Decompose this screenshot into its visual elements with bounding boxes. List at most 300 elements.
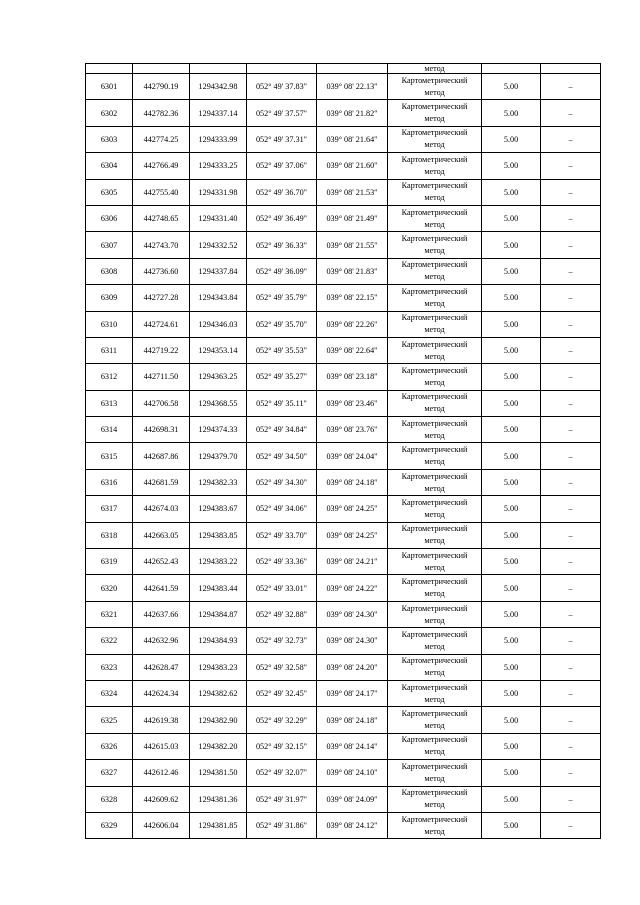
point-number-cell: 6319 <box>86 549 133 575</box>
latitude-cell: 052° 49' 35.53" <box>247 337 317 363</box>
latitude-cell: 052° 49' 36.33" <box>247 232 317 258</box>
accuracy-cell: 5.00 <box>482 812 541 838</box>
table-row <box>86 311 601 337</box>
note-cell: – <box>541 707 601 733</box>
x-coordinate-cell: 442609.62 <box>133 786 190 812</box>
table-row <box>86 812 601 838</box>
point-number-cell: 6320 <box>86 575 133 601</box>
y-coordinate-cell: 1294384.87 <box>190 601 247 627</box>
point-number-cell: 6317 <box>86 496 133 522</box>
method-line-1: Картометрический <box>401 418 468 428</box>
x-coordinate-cell: 442743.70 <box>133 232 190 258</box>
accuracy-cell: 5.00 <box>482 680 541 706</box>
method-line-2: метод <box>424 641 445 651</box>
y-coordinate-cell: 1294382.20 <box>190 733 247 759</box>
method-line-2: метод <box>424 430 445 440</box>
method-line-2: метод <box>424 219 445 229</box>
note-cell: – <box>541 232 601 258</box>
longitude-cell: 039° 08' 24.25" <box>317 522 388 548</box>
method-cell <box>388 74 482 100</box>
continuation-cell <box>86 64 133 74</box>
method-line-1: Картометрический <box>401 445 468 455</box>
method-cell <box>388 786 482 812</box>
method-line-1: Картометрический <box>401 471 468 481</box>
latitude-cell: 052° 49' 32.58" <box>247 654 317 680</box>
note-cell: – <box>541 680 601 706</box>
longitude-cell: 039° 08' 23.18" <box>317 364 388 390</box>
latitude-cell: 052° 49' 37.31" <box>247 126 317 152</box>
method-line-1: Картометрический <box>401 286 468 296</box>
accuracy-cell: 5.00 <box>482 285 541 311</box>
y-coordinate-cell: 1294383.22 <box>190 549 247 575</box>
latitude-cell: 052° 49' 35.79" <box>247 285 317 311</box>
longitude-cell: 039° 08' 24.18" <box>317 707 388 733</box>
method-line-2: метод <box>424 114 445 124</box>
method-cell <box>388 337 482 363</box>
x-coordinate-cell: 442698.31 <box>133 417 190 443</box>
point-number-cell: 6318 <box>86 522 133 548</box>
point-number-cell: 6303 <box>86 126 133 152</box>
latitude-cell: 052° 49' 31.86" <box>247 812 317 838</box>
x-coordinate-cell: 442774.25 <box>133 126 190 152</box>
table-row <box>86 654 601 680</box>
table-row <box>86 733 601 759</box>
table-row <box>86 522 601 548</box>
method-line-2: метод <box>424 509 445 519</box>
longitude-cell: 039° 08' 23.46" <box>317 390 388 416</box>
method-cell <box>388 707 482 733</box>
note-cell: – <box>541 760 601 786</box>
continuation-cell <box>482 64 541 74</box>
table-row <box>86 575 601 601</box>
x-coordinate-cell: 442711.50 <box>133 364 190 390</box>
method-line-2: метод <box>424 773 445 783</box>
method-line-1: Картометрический <box>401 709 468 719</box>
note-cell: – <box>541 549 601 575</box>
note-cell: – <box>541 575 601 601</box>
method-line-2: метод <box>424 826 445 836</box>
continuation-cell <box>190 64 247 74</box>
longitude-cell: 039° 08' 21.60" <box>317 153 388 179</box>
accuracy-cell: 5.00 <box>482 628 541 654</box>
y-coordinate-cell: 1294331.98 <box>190 179 247 205</box>
longitude-cell: 039° 08' 24.25" <box>317 496 388 522</box>
method-line-2: метод <box>424 483 445 493</box>
note-cell: – <box>541 205 601 231</box>
method-cell <box>388 390 482 416</box>
table-row <box>86 417 601 443</box>
table-row <box>86 680 601 706</box>
y-coordinate-cell: 1294368.55 <box>190 390 247 416</box>
method-cell <box>388 760 482 786</box>
accuracy-cell: 5.00 <box>482 575 541 601</box>
longitude-cell: 039° 08' 21.64" <box>317 126 388 152</box>
point-number-cell: 6313 <box>86 390 133 416</box>
method-line-2: метод <box>424 377 445 387</box>
method-line-1: Картометрический <box>401 603 468 613</box>
point-number-cell: 6308 <box>86 258 133 284</box>
method-line-1: Картометрический <box>401 128 468 138</box>
x-coordinate-cell: 442748.65 <box>133 205 190 231</box>
note-cell: – <box>541 100 601 126</box>
method-line-2: метод <box>424 457 445 467</box>
y-coordinate-cell: 1294333.99 <box>190 126 247 152</box>
method-cell <box>388 575 482 601</box>
longitude-cell: 039° 08' 21.55" <box>317 232 388 258</box>
method-line-1: Картометрический <box>401 207 468 217</box>
table-row <box>86 601 601 627</box>
table-row <box>86 628 601 654</box>
latitude-cell: 052° 49' 37.06" <box>247 153 317 179</box>
accuracy-cell: 5.00 <box>482 126 541 152</box>
y-coordinate-cell: 1294346.03 <box>190 311 247 337</box>
accuracy-cell: 5.00 <box>482 469 541 495</box>
latitude-cell: 052° 49' 35.70" <box>247 311 317 337</box>
note-cell: – <box>541 601 601 627</box>
note-cell: – <box>541 812 601 838</box>
method-cell <box>388 100 482 126</box>
x-coordinate-cell: 442766.49 <box>133 153 190 179</box>
method-line-1: Картометрический <box>401 656 468 666</box>
method-line-2: метод <box>424 615 445 625</box>
longitude-cell: 039° 08' 24.14" <box>317 733 388 759</box>
method-cell <box>388 469 482 495</box>
y-coordinate-cell: 1294343.84 <box>190 285 247 311</box>
y-coordinate-cell: 1294383.67 <box>190 496 247 522</box>
note-cell: – <box>541 285 601 311</box>
accuracy-cell: 5.00 <box>482 179 541 205</box>
method-cell <box>388 628 482 654</box>
longitude-cell: 039° 08' 24.30" <box>317 628 388 654</box>
point-number-cell: 6305 <box>86 179 133 205</box>
method-cell <box>388 126 482 152</box>
point-number-cell: 6311 <box>86 337 133 363</box>
y-coordinate-cell: 1294381.36 <box>190 786 247 812</box>
accuracy-cell: 5.00 <box>482 443 541 469</box>
latitude-cell: 052° 49' 36.09" <box>247 258 317 284</box>
method-line-1: Картометрический <box>401 735 468 745</box>
method-cell <box>388 311 482 337</box>
table-row <box>86 549 601 575</box>
latitude-cell: 052° 49' 33.01" <box>247 575 317 601</box>
longitude-cell: 039° 08' 24.20" <box>317 654 388 680</box>
method-line-1: Картометрический <box>401 788 468 798</box>
x-coordinate-cell: 442736.60 <box>133 258 190 284</box>
accuracy-cell: 5.00 <box>482 733 541 759</box>
longitude-cell: 039° 08' 23.76" <box>317 417 388 443</box>
method-cell <box>388 258 482 284</box>
note-cell: – <box>541 258 601 284</box>
note-cell: – <box>541 126 601 152</box>
y-coordinate-cell: 1294384.93 <box>190 628 247 654</box>
longitude-cell: 039° 08' 22.15" <box>317 285 388 311</box>
point-number-cell: 6323 <box>86 654 133 680</box>
note-cell: – <box>541 443 601 469</box>
method-cell <box>388 179 482 205</box>
point-number-cell: 6316 <box>86 469 133 495</box>
method-cell <box>388 153 482 179</box>
y-coordinate-cell: 1294383.85 <box>190 522 247 548</box>
note-cell: – <box>541 628 601 654</box>
y-coordinate-cell: 1294337.14 <box>190 100 247 126</box>
method-line-1: Картометрический <box>401 392 468 402</box>
y-coordinate-cell: 1294363.25 <box>190 364 247 390</box>
table-row <box>86 100 601 126</box>
point-number-cell: 6315 <box>86 443 133 469</box>
method-line-1: Картометрический <box>401 814 468 824</box>
y-coordinate-cell: 1294331.40 <box>190 205 247 231</box>
method-line-1: Картометрический <box>401 629 468 639</box>
accuracy-cell: 5.00 <box>482 707 541 733</box>
longitude-cell: 039° 08' 24.10" <box>317 760 388 786</box>
method-cell <box>388 364 482 390</box>
x-coordinate-cell: 442755.40 <box>133 179 190 205</box>
y-coordinate-cell: 1294353.14 <box>190 337 247 363</box>
accuracy-cell: 5.00 <box>482 232 541 258</box>
latitude-cell: 052° 49' 34.06" <box>247 496 317 522</box>
point-number-cell: 6314 <box>86 417 133 443</box>
point-number-cell: 6312 <box>86 364 133 390</box>
method-line-1: Картометрический <box>401 365 468 375</box>
longitude-cell: 039° 08' 21.49" <box>317 205 388 231</box>
method-cell <box>388 232 482 258</box>
method-cell <box>388 733 482 759</box>
x-coordinate-cell: 442619.38 <box>133 707 190 733</box>
x-coordinate-cell: 442641.59 <box>133 575 190 601</box>
table-row <box>86 232 601 258</box>
accuracy-cell: 5.00 <box>482 311 541 337</box>
point-number-cell: 6325 <box>86 707 133 733</box>
note-cell: – <box>541 153 601 179</box>
x-coordinate-cell: 442612.46 <box>133 760 190 786</box>
method-line-2: метод <box>424 325 445 335</box>
x-coordinate-cell: 442637.66 <box>133 601 190 627</box>
x-coordinate-cell: 442674.03 <box>133 496 190 522</box>
note-cell: – <box>541 417 601 443</box>
method-cell <box>388 549 482 575</box>
note-cell: – <box>541 311 601 337</box>
table-row <box>86 443 601 469</box>
accuracy-cell: 5.00 <box>482 390 541 416</box>
continuation-cell <box>247 64 317 74</box>
latitude-cell: 052° 49' 32.45" <box>247 680 317 706</box>
method-line-1: Картометрический <box>401 102 468 112</box>
y-coordinate-cell: 1294382.33 <box>190 469 247 495</box>
method-line-2: метод <box>424 87 445 97</box>
y-coordinate-cell: 1294382.90 <box>190 707 247 733</box>
y-coordinate-cell: 1294337.84 <box>190 258 247 284</box>
latitude-cell: 052° 49' 34.84" <box>247 417 317 443</box>
latitude-cell: 052° 49' 36.49" <box>247 205 317 231</box>
y-coordinate-cell: 1294383.44 <box>190 575 247 601</box>
continuation-cell <box>317 64 388 74</box>
x-coordinate-cell: 442624.34 <box>133 680 190 706</box>
method-line-2: метод <box>424 536 445 546</box>
method-line-2: метод <box>424 721 445 731</box>
table-row <box>86 390 601 416</box>
x-coordinate-cell: 442706.58 <box>133 390 190 416</box>
continuation-row <box>86 64 601 74</box>
method-line-2: метод <box>424 694 445 704</box>
method-line-1: Картометрический <box>401 234 468 244</box>
accuracy-cell: 5.00 <box>482 786 541 812</box>
note-cell: – <box>541 179 601 205</box>
method-line-2: метод <box>424 246 445 256</box>
table-row <box>86 760 601 786</box>
method-line-2: метод <box>424 140 445 150</box>
method-line-2: метод <box>424 404 445 414</box>
method-line-1: Картометрический <box>401 682 468 692</box>
y-coordinate-cell: 1294342.98 <box>190 74 247 100</box>
longitude-cell: 039° 08' 22.13" <box>317 74 388 100</box>
y-coordinate-cell: 1294381.85 <box>190 812 247 838</box>
method-line-1: Картометрический <box>401 577 468 587</box>
latitude-cell: 052° 49' 37.57" <box>247 100 317 126</box>
longitude-cell: 039° 08' 21.83" <box>317 258 388 284</box>
note-cell: – <box>541 733 601 759</box>
point-number-cell: 6310 <box>86 311 133 337</box>
table-row <box>86 205 601 231</box>
method-line-1: Картометрический <box>401 260 468 270</box>
accuracy-cell: 5.00 <box>482 601 541 627</box>
y-coordinate-cell: 1294374.33 <box>190 417 247 443</box>
method-line-2: метод <box>424 668 445 678</box>
method-line-1: Картометрический <box>401 154 468 164</box>
x-coordinate-cell: 442606.04 <box>133 812 190 838</box>
accuracy-cell: 5.00 <box>482 522 541 548</box>
method-line-1: Картометрический <box>401 550 468 560</box>
table-row <box>86 469 601 495</box>
point-number-cell: 6302 <box>86 100 133 126</box>
note-cell: – <box>541 390 601 416</box>
method-cell <box>388 601 482 627</box>
point-number-cell: 6306 <box>86 205 133 231</box>
method-line-2: метод <box>424 800 445 810</box>
method-line-1: Картометрический <box>401 313 468 323</box>
y-coordinate-cell: 1294381.50 <box>190 760 247 786</box>
method-cell <box>388 496 482 522</box>
point-number-cell: 6327 <box>86 760 133 786</box>
method-cell <box>388 417 482 443</box>
longitude-cell: 039° 08' 24.04" <box>317 443 388 469</box>
table-row <box>86 74 601 100</box>
table-row <box>86 496 601 522</box>
method-line-1: Картометрический <box>401 524 468 534</box>
note-cell: – <box>541 496 601 522</box>
latitude-cell: 052° 49' 32.88" <box>247 601 317 627</box>
latitude-cell: 052° 49' 31.97" <box>247 786 317 812</box>
accuracy-cell: 5.00 <box>482 205 541 231</box>
latitude-cell: 052° 49' 34.50" <box>247 443 317 469</box>
x-coordinate-cell: 442727.28 <box>133 285 190 311</box>
point-number-cell: 6324 <box>86 680 133 706</box>
table-row <box>86 126 601 152</box>
method-line-2: метод <box>424 351 445 361</box>
latitude-cell: 052° 49' 37.83" <box>247 74 317 100</box>
method-line-1: Картометрический <box>401 497 468 507</box>
table-row <box>86 179 601 205</box>
table-row <box>86 364 601 390</box>
accuracy-cell: 5.00 <box>482 100 541 126</box>
accuracy-cell: 5.00 <box>482 549 541 575</box>
latitude-cell: 052° 49' 33.70" <box>247 522 317 548</box>
coordinates-table <box>85 63 601 839</box>
x-coordinate-cell: 442687.86 <box>133 443 190 469</box>
latitude-cell: 052° 49' 33.36" <box>247 549 317 575</box>
method-line-1: Картометрический <box>401 181 468 191</box>
method-cell <box>388 654 482 680</box>
x-coordinate-cell: 442719.22 <box>133 337 190 363</box>
y-coordinate-cell: 1294382.62 <box>190 680 247 706</box>
method-line-1: Картометрический <box>401 339 468 349</box>
note-cell: – <box>541 364 601 390</box>
method-line-2: метод <box>424 272 445 282</box>
longitude-cell: 039° 08' 21.53" <box>317 179 388 205</box>
y-coordinate-cell: 1294332.52 <box>190 232 247 258</box>
longitude-cell: 039° 08' 24.21" <box>317 549 388 575</box>
note-cell: – <box>541 786 601 812</box>
method-line-2: метод <box>424 298 445 308</box>
table-row <box>86 707 601 733</box>
accuracy-cell: 5.00 <box>482 74 541 100</box>
method-cell <box>388 680 482 706</box>
method-line-2: метод <box>424 589 445 599</box>
continuation-cell <box>133 64 190 74</box>
method-cell <box>388 205 482 231</box>
x-coordinate-cell: 442632.96 <box>133 628 190 654</box>
continuation-method-cell: метод <box>388 64 482 74</box>
longitude-cell: 039° 08' 24.12" <box>317 812 388 838</box>
longitude-cell: 039° 08' 22.26" <box>317 311 388 337</box>
method-line-2: метод <box>424 747 445 757</box>
accuracy-cell: 5.00 <box>482 496 541 522</box>
note-cell: – <box>541 469 601 495</box>
point-number-cell: 6301 <box>86 74 133 100</box>
latitude-cell: 052° 49' 34.30" <box>247 469 317 495</box>
accuracy-cell: 5.00 <box>482 337 541 363</box>
point-number-cell: 6322 <box>86 628 133 654</box>
point-number-cell: 6328 <box>86 786 133 812</box>
method-line-2: метод <box>424 562 445 572</box>
method-line-1: Картометрический <box>401 761 468 771</box>
x-coordinate-cell: 442790.19 <box>133 74 190 100</box>
x-coordinate-cell: 442628.47 <box>133 654 190 680</box>
table-row <box>86 786 601 812</box>
continuation-cell <box>541 64 601 74</box>
latitude-cell: 052° 49' 35.27" <box>247 364 317 390</box>
accuracy-cell: 5.00 <box>482 760 541 786</box>
x-coordinate-cell: 442615.03 <box>133 733 190 759</box>
table-body <box>86 64 601 839</box>
method-cell <box>388 285 482 311</box>
table-row <box>86 285 601 311</box>
latitude-cell: 052° 49' 32.29" <box>247 707 317 733</box>
table-row <box>86 153 601 179</box>
longitude-cell: 039° 08' 24.09" <box>317 786 388 812</box>
latitude-cell: 052° 49' 32.07" <box>247 760 317 786</box>
longitude-cell: 039° 08' 24.17" <box>317 680 388 706</box>
x-coordinate-cell: 442724.61 <box>133 311 190 337</box>
accuracy-cell: 5.00 <box>482 654 541 680</box>
accuracy-cell: 5.00 <box>482 364 541 390</box>
x-coordinate-cell: 442681.59 <box>133 469 190 495</box>
latitude-cell: 052° 49' 32.15" <box>247 733 317 759</box>
note-cell: – <box>541 522 601 548</box>
method-line-1: Картометрический <box>401 75 468 85</box>
table-row <box>86 337 601 363</box>
method-cell <box>388 522 482 548</box>
y-coordinate-cell: 1294333.25 <box>190 153 247 179</box>
